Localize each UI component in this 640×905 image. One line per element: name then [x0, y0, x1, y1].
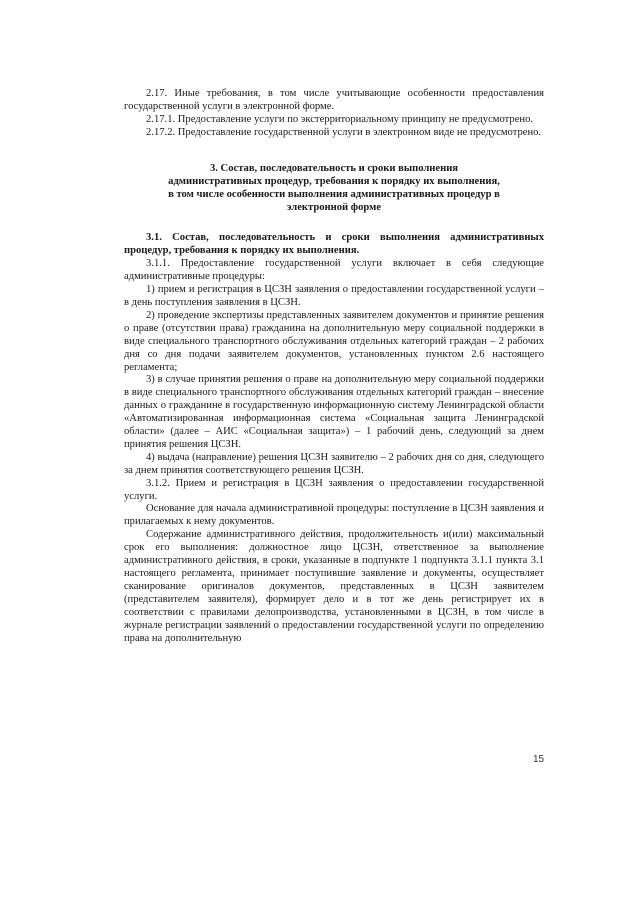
section-heading-3: 3. Состав, последовательность и сроки выполнения административных процедур, требования к порядку их выполнения, в том числе особенности выполнения административных процедур в электронной форме	[168, 162, 500, 214]
paragraph-item-1: 1) прием и регистрация в ЦСЗН заявления о предоставлении государственной услуги – в день поступления заявления в ЦСЗН.	[124, 284, 544, 308]
subsection-heading-3-1: 3.1. Состав, последовательность и сроки выполнения административных процедур, требования к порядку их выполнения.	[124, 232, 544, 257]
paragraph-2-17-1: 2.17.1. Предоставление услуги по экстерриториальному принципу не предусмотрено.	[146, 113, 534, 125]
paragraph-3-1-2: 3.1.2. Прием и регистрация в ЦСЗН заявления о предоставлении государственной услуги.	[124, 477, 544, 502]
page-number: 15	[533, 754, 545, 765]
paragraph-3-1-1: 3.1.1. Предоставление государственной услуги включает в себя следующие административные процедуры:	[124, 258, 544, 283]
paragraph-content: Содержание административного действия, продолжительность и(или) максимальный срок его выполнения: должностное лицо ЦСЗН, ответственное за выполнение административного действия, в сроки, указанные в подпункте 1 подпункта 3.1.1 пункта 3.1 настоящего регламента, принимает поступившие заявление и документы, осуществляет сканирование оригиналов документов, представленных в ЦСЗН заявителем (представителем заявителя), формирует дело и в тот же день регистрирует их в соответствии с правилами делопроизводства, установленными в ЦСЗН, в том числе в журнале регистрации заявлений о предоставлении государственной услуги по определению права на дополнительную	[124, 529, 544, 644]
paragraph-basis: Основание для начала административной процедуры: поступление в ЦСЗН заявления и прилагаемых к нему документов.	[124, 503, 544, 528]
paragraph-item-3: 3) в случае принятия решения о праве на дополнительную меру социальной поддержки в виде специального транспортного обслуживания отдельных категорий граждан – внесение данных о гражданине в государственную информационную систему Ленинградской области «Автоматизированная информационная система «Социальная защита Ленинградской области» (далее – АИС «Социальная защита») – 1 рабочий день, следующий за днем принятия решения ЦСЗН.	[124, 374, 544, 450]
paragraph-2-17: 2.17. Иные требования, в том числе учитывающие особенности предоставления государственной услуги в электронной форме.	[124, 88, 544, 112]
document-body	[124, 88, 544, 645]
paragraph-2-17-2: 2.17.2. Предоставление государственной услуги в электронном виде не предусмотрено.	[146, 126, 542, 138]
paragraph-item-4: 4) выдача (направление) решения ЦСЗН заявителю – 2 рабочих дня со дня, следующего за днем принятия соответствующего решения ЦСЗН.	[124, 451, 544, 476]
paragraph-item-2: 2) проведение экспертизы представленных заявителем документов и принятие решения о праве (отсутствии права) гражданина на дополнительную меру социальной поддержки в виде специального транспортного обслуживания отдельных категорий граждан – 2 рабочих дня со дня подачи заявителем документов, установленных пунктом 2.6 настоящего регламента;	[124, 309, 544, 373]
